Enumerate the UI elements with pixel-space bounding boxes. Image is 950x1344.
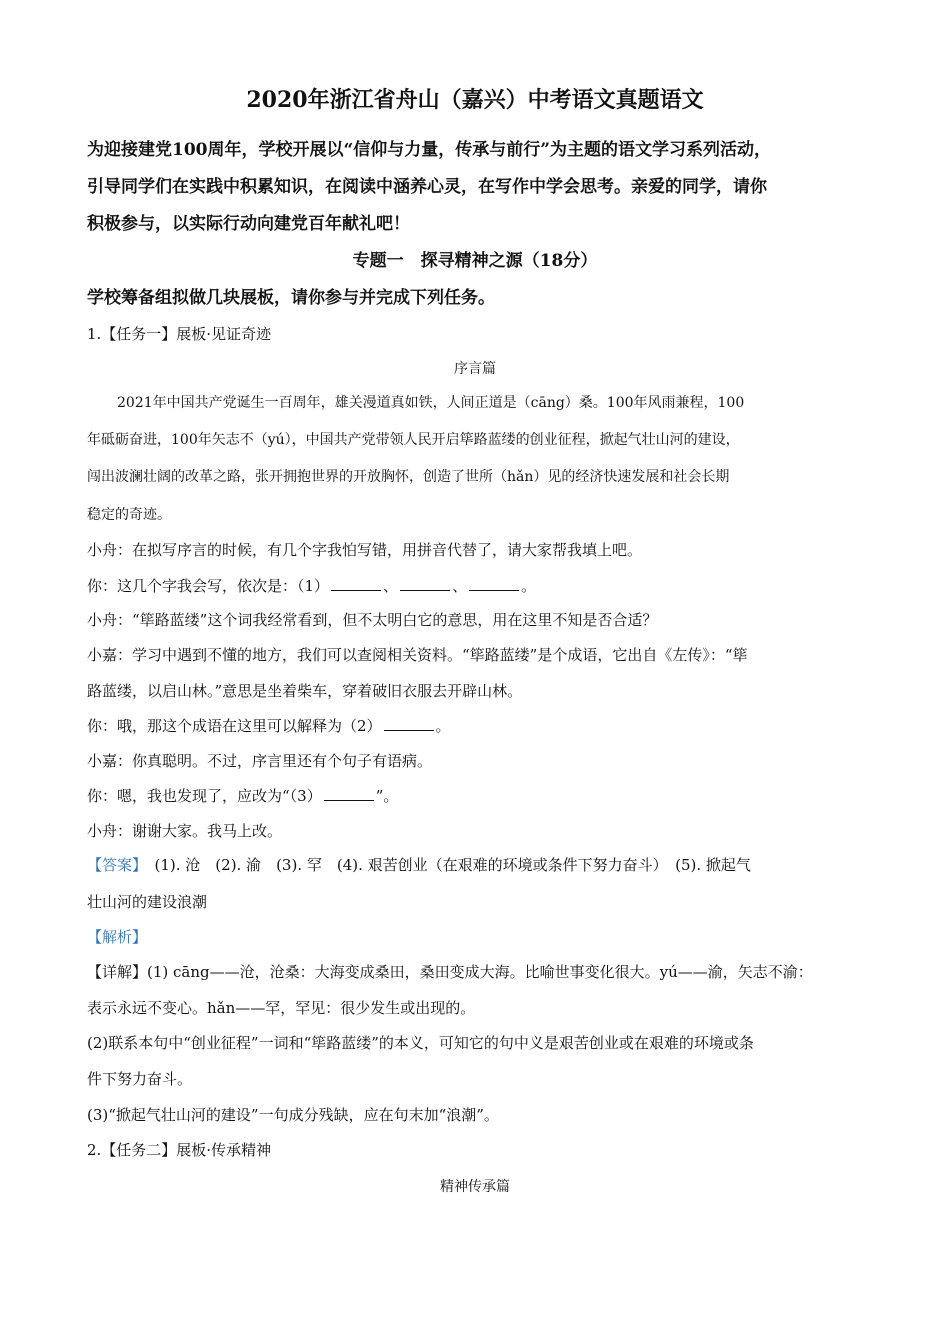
dialogue-line-4b: 路蓝缕，以启山林。”意思是坐着柴车，穿着破旧衣服去开辟山林。	[87, 682, 523, 700]
dialogue-line-7-prefix: 你：嗯，我也发现了，应改为“（3）	[87, 787, 322, 805]
detail-line-3: (2)联系本句中“创业征程”一词和“筚路蓝缕”的本义，可知它的句中义是艰苦创业或在艰难的环境或条	[87, 1034, 754, 1052]
q1-subtitle: 序言篇	[454, 361, 496, 377]
dialogue-line-2-prefix: 你：这几个字我会写，依次是：（1）	[87, 577, 330, 595]
detail-line-4: 件下努力奋斗。	[87, 1070, 193, 1088]
answer-line-1	[87, 855, 890, 875]
dialogue-line-2	[87, 576, 890, 596]
dialogue-line-7-suffix: ”。	[375, 787, 399, 805]
answer-blank-2	[400, 576, 450, 591]
answer-blank-5	[324, 786, 374, 801]
detail-line-2: 表示永远不变心。hǎn——罕，罕见：很少发生或出现的。	[87, 999, 476, 1017]
q2-subtitle: 精神传承篇	[440, 1179, 510, 1195]
dialogue-line-3: 小舟：“筚路蓝缕”这个词我经常看到，但不太明白它的意思，用在这里不知是否合适？	[87, 611, 658, 629]
answer-blank-1	[331, 576, 381, 591]
question-1-label: 1.【任务一】展板·见证奇迹	[87, 325, 272, 343]
dialogue-line-7	[87, 786, 890, 806]
passage-line-1: 2021年中国共产党诞生一百周年，雄关漫道真如铁，人间正道是（cāng）桑。100年风雨兼程，100	[117, 395, 745, 411]
answer-blank-4	[384, 716, 434, 731]
section-heading: 专题一 探寻精神之源（18分）	[352, 251, 598, 271]
dialogue-line-5-prefix: 你：哦，那这个成语在这里可以解释为（2）	[87, 717, 382, 735]
answer-tag: 【答案】	[87, 856, 140, 874]
detail-line-1: 【详解】(1) cāng——沧，沧桑：大海变成桑田，桑田变成大海。比喻世事变化很大。yú——渝，矢志不渝：	[87, 963, 813, 981]
section-intro: 学校筹备组拟做几块展板，请你参与并完成下列任务。	[87, 288, 495, 308]
dialogue-line-4a: 小嘉：学习中遇到不懂的地方，我们可以查阅相关资料。“筚路蓝缕”是个成语，它出自《左传》：“筚	[87, 646, 748, 664]
answer-blank-3	[469, 576, 519, 591]
analysis-tag: 【解析】	[87, 928, 148, 946]
dialogue-line-2-suffix: 。	[521, 577, 537, 595]
page-title: 2020年浙江省舟山（嘉兴）中考语文真题语文	[246, 87, 704, 113]
dialogue-line-8: 小舟：谢谢大家。我马上改。	[87, 822, 283, 840]
dialogue-line-6: 小嘉：你真聪明。不过，序言里还有个句子有语病。	[87, 752, 433, 770]
separator: 、	[452, 577, 468, 595]
dialogue-line-5-suffix: 。	[435, 717, 451, 735]
intro-line-1: 为迎接建党100周年，学校开展以“信仰与力量，传承与前行”为主题的语文学习系列活动，	[87, 140, 772, 160]
intro-line-2: 引导同学们在实践中积累知识，在阅读中涵养心灵，在写作中学会思考。亲爱的同学，请你	[87, 177, 767, 197]
answer-line-2: 壮山河的建设浪潮	[87, 893, 208, 911]
passage-line-2: 年砥砺奋进，100年矢志不（yú），中国共产党带领人民开启筚路蓝缕的创业征程，掀起气壮山河的建设，	[87, 432, 740, 448]
dialogue-line-1: 小舟：在拟写序言的时候，有几个字我怕写错，用拼音代替了，请大家帮我填上吧。	[87, 541, 643, 559]
passage-line-4: 稳定的奇迹。	[87, 507, 171, 523]
answer-text: (1). 沧 (2). 渝 (3). 罕 (4). 艰苦创业（在艰难的环境或条件下努力奋斗） (5). 掀起气	[139, 856, 751, 874]
dialogue-line-5	[87, 716, 890, 736]
separator: 、	[383, 577, 399, 595]
passage-line-3: 闯出波澜壮阔的改革之路，张开拥抱世界的开放胸怀，创造了世所（hǎn）见的经济快速发展和社会长期	[87, 469, 730, 485]
intro-line-3: 积极参与，以实际行动向建党百年献礼吧！	[87, 214, 410, 234]
detail-line-5: (3)“掀起气壮山河的建设”一句成分残缺，应在句末加“浪潮”。	[87, 1106, 499, 1124]
question-2-label: 2.【任务二】展板·传承精神	[87, 1141, 272, 1159]
